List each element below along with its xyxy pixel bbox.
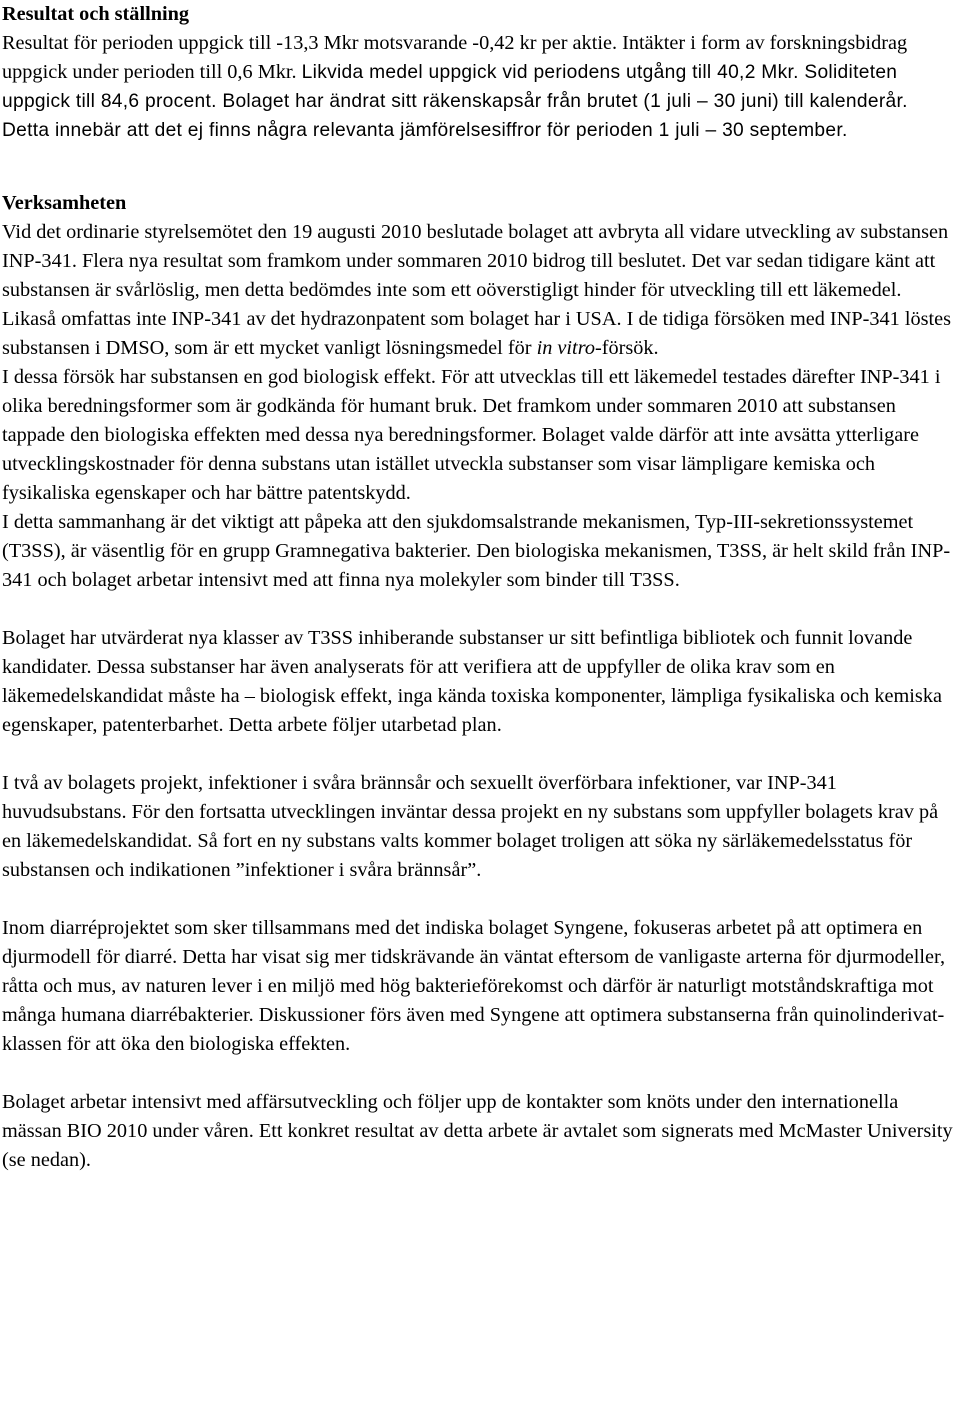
paragraph-new-classes: Bolaget har utvärderat nya klasser av T3SS inhiberande substanser ur sitt befintliga bibliotek och funnit lovande kandidater. Dessa substanser har även analyserats för att verifiera att de uppfyller de olika krav som en läkemedelskandidat måste ha – biologisk effekt, inga kända toxiska komponenter, lämpliga fysikaliska och kemiska egenskaper, patenterbarhet. Detta arbete följer utarbetad plan.	[2, 627, 942, 736]
paragraph-formulations: I dessa försök har substansen en god biologisk effekt. För att utvecklas till ett läkemedel testades därefter INP-341 i olika beredningsformer som är godkända för humant bruk. Det framkom under sommaren 2010 att substansen tappade den biologiska effekten med dessa nya beredningsformer. Bolaget valde därför att inte avsätta ytterligare utvecklingskostnader för denna substans utan istället utveckla substanser som visar lämpligare kemiska och fysikaliska egenskaper och har bättre patentskydd.	[2, 366, 941, 504]
paragraph-inp341-decision	[2, 218, 957, 363]
section-heading-verksamheten: Verksamheten	[2, 192, 127, 214]
paragraph-t3ss: I detta sammanhang är det viktigt att påpeka att den sjukdomsalstrande mekanismen, Typ-III-sekretionssystemet (T3SS), är väsentlig för en grupp Gramnegativa bakterier. Den biologiska mekanismen, T3SS, är helt skild från INP-341 och bolaget arbetar intensivt med att finna nya molekyler som binder till T3SS.	[2, 511, 951, 591]
paragraph-business-development: Bolaget arbetar intensivt med affärsutveckling och följer upp de kontakter som knöts under den internationella mässan BIO 2010 under våren. Ett konkret resultat av detta arbete är avtalet som signerats med McMaster University (se nedan).	[2, 1091, 953, 1171]
paragraph-inp341-decision-b: -försök.	[594, 337, 659, 359]
paragraph-projects: I två av bolagets projekt, infektioner i svåra brännsår och sexuellt överförbara infektioner, var INP-341 huvudsubstans. För den fortsatta utvecklingen inväntar dessa projekt en ny substans som uppfyller bolagets krav på en läkemedelskandidat. Så fort en ny substans valts kommer bolaget troligen att söka ny särläkemedelsstatus för substansen och indikationen ”infektioner i svåra brännsår”.	[2, 772, 939, 881]
paragraph-inp341-decision-a: Vid det ordinarie styrelsemötet den 19 augusti 2010 beslutade bolaget att avbryta all vidare utveckling av substansen INP-341. Flera nya resultat som framkom under sommaren 2010 bidrog till beslutet. Det var sedan tidigare känt att substansen är svårlöslig, men detta bedömdes inte som ett oöverstigligt hinder för utveckling till ett läkemedel. Likaså omfattas inte INP-341 av det hydrazonpatent som bolaget har i USA. I de tidiga försöken med INP-341 löstes substansen i DMSO, som är ett mycket vanligt lösningsmedel för	[2, 221, 952, 359]
paragraph-resultat-serif: Resultat för perioden uppgick till -13,3 Mkr motsvarande -0,42 kr per aktie. Intäkter i form av forskningsbidrag uppgick under perioden till 0,6 Mkr.	[2, 32, 908, 83]
paragraph-resultat	[2, 29, 957, 145]
paragraph-resultat-sans: Likvida medel uppgick vid periodens utgång till 40,2 Mkr. Soliditeten uppgick till 84,6 procent. Bolaget har ändrat sitt räkenskapsår från brutet (1 juli – 30 juni) till kalenderår. Detta innebär att det ej finns några relevanta jämförelsesiffror för perioden 1 juli – 30 september.	[2, 62, 908, 141]
paragraph-diarrhea: Inom diarréprojektet som sker tillsammans med det indiska bolaget Syngene, fokuseras arbetet på att optimera en djurmodell för diarré. Detta har visat sig mer tidskrävande än väntat eftersom de vanligaste arterna för djurmodeller, råtta och mus, av naturen lever i en miljö med hög bakterieförekomst och därför är naturligt motståndskraftiga mot många humana diarrébakterier. Diskussioner förs även med Syngene att optimera substanserna från quinolinderivat-klassen för att öka den biologiska effekten.	[2, 917, 946, 1055]
paragraph-inp341-italic: in vitro	[536, 337, 595, 359]
section-heading-resultat: Resultat och ställning	[2, 3, 190, 25]
